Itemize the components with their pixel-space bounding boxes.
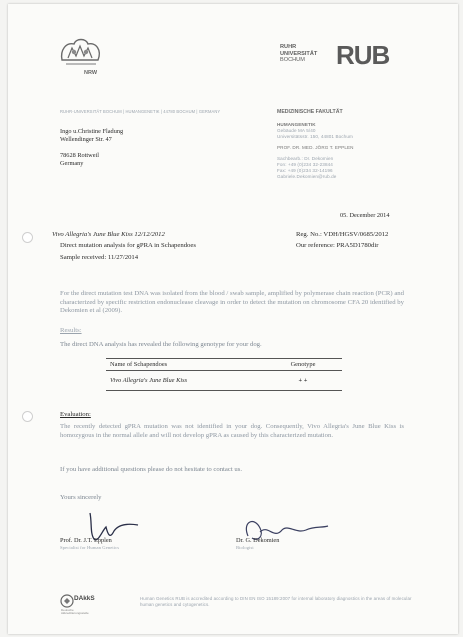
header-genotype-cell: Genotype	[290, 361, 316, 368]
letter-page	[8, 4, 458, 634]
phone: Fon: +49 (0)234 32-23844	[277, 162, 333, 167]
right-signer-title: Biologist	[236, 545, 254, 550]
right-signer-name: Dr. G. Dekomien	[236, 537, 280, 544]
results-heading: Results:	[60, 327, 82, 334]
building: Gebäude MA 5/40	[277, 128, 316, 133]
university-name	[280, 44, 317, 64]
fax: Fax: +49 (0)234 32-14196	[277, 168, 333, 173]
reg-no: Reg. No.: VDH/HGSV/0685/2012	[296, 231, 389, 238]
dakks-emblem-icon	[60, 594, 74, 608]
recipient-city: 78628 Rottweil	[60, 152, 100, 159]
univ-line-2: UNIVERSITÄT	[280, 50, 318, 57]
sample-received: Sample received: 11/27/2014	[60, 254, 139, 261]
recipient-address	[60, 128, 123, 168]
signature-left	[60, 537, 119, 551]
table-row	[106, 371, 342, 391]
dog-name-cell: Vivo Allegria's June Blue Kiss	[110, 377, 188, 384]
evaluation-paragraph: The recently detected gPRA mutation was not identified in your dog. Consequently, Vivo Allegria's June Blue Kiss is homozygous in the normal allele and will not develop gPRA as caused by this characterized mutation.	[60, 423, 404, 439]
genotype-table	[106, 358, 342, 391]
univ-line-3: BOCHUM	[280, 57, 305, 64]
letter-date: 05. December 2014	[340, 212, 390, 219]
punch-hole	[22, 232, 33, 243]
univ-line-1: RUHR	[280, 44, 297, 50]
email: Gabriele.Dekomien@rub.de	[277, 174, 337, 179]
punch-hole	[22, 411, 33, 422]
results-text: The direct DNA analysis has revealed the following genotype for your dog.	[60, 341, 262, 348]
dakks-badge	[60, 592, 98, 618]
evaluation-heading: Evaluation:	[60, 411, 91, 418]
rub-logo: RUB	[336, 40, 390, 70]
recipient-country: Germany	[60, 160, 84, 167]
table-header-row	[106, 359, 342, 371]
left-signer-title: Specialist for Human Genetics	[60, 545, 120, 550]
header-name-cell: Name of Schapendoes	[110, 361, 168, 368]
address: Universitätsstr. 150, 44801 Bochum	[277, 134, 353, 139]
recipient-street: Wellendinger Str. 47	[60, 136, 112, 143]
contact-person: Sachbearb.: Dr. Dekomien	[277, 156, 334, 161]
nrw-emblem-icon	[56, 36, 106, 72]
faculty-block	[277, 109, 427, 180]
nrw-logo	[56, 36, 106, 78]
dakks-label: DAkkS	[74, 595, 95, 602]
dept-name: HUMANGENETIK	[277, 122, 316, 127]
left-signer-name: Prof. Dr. J.T. Epplen	[60, 537, 112, 544]
questions-line: If you have additional questions please do not hesitate to contact us.	[60, 466, 243, 473]
recipient-name: Ingo u.Christine Fladung	[60, 128, 124, 135]
intro-paragraph: For the direct mutation test DNA was isolated from the blood / swab sample, amplified by polymerase chain reaction (PCR) and characterized by specific restriction endonuclease cleavage in order to detect the mutation on chromosome CFA 20 identified by Dekomien et al (2009).	[60, 290, 404, 315]
genotype-cell: + +	[298, 377, 308, 384]
our-reference: Our reference: PRA5D1780dir	[296, 242, 379, 249]
footer-accreditation: Human Genetics RUB is accredited according to DIN EN ISO 15189:2007 for internal laboratory diagnostics in the areas of molecular human genetics and cytogenetics.	[140, 596, 412, 607]
analysis-title: Direct mutation analysis for gPRA in Schapendoes	[60, 242, 196, 249]
dog-line: Vivo Allegria's June Blue Kiss 12/12/2012	[52, 231, 165, 238]
nrw-label: NRW	[84, 70, 98, 76]
faculty-title: MEDIZINISCHE FAKULTÄT	[277, 109, 343, 115]
head-of-dept: PROF. DR. MED. JÖRG T. EPPLEN	[277, 145, 354, 150]
sender-line: RUHR-UNIVERSITÄT BOCHUM | HUMANGENETIK | 44780 BOCHUM | GERMANY	[60, 109, 221, 114]
signature-right	[236, 537, 279, 551]
dakks-sub: Deutsche Akkreditierungsstelle	[61, 608, 89, 616]
closing-line: Yours sincerely	[60, 494, 102, 501]
